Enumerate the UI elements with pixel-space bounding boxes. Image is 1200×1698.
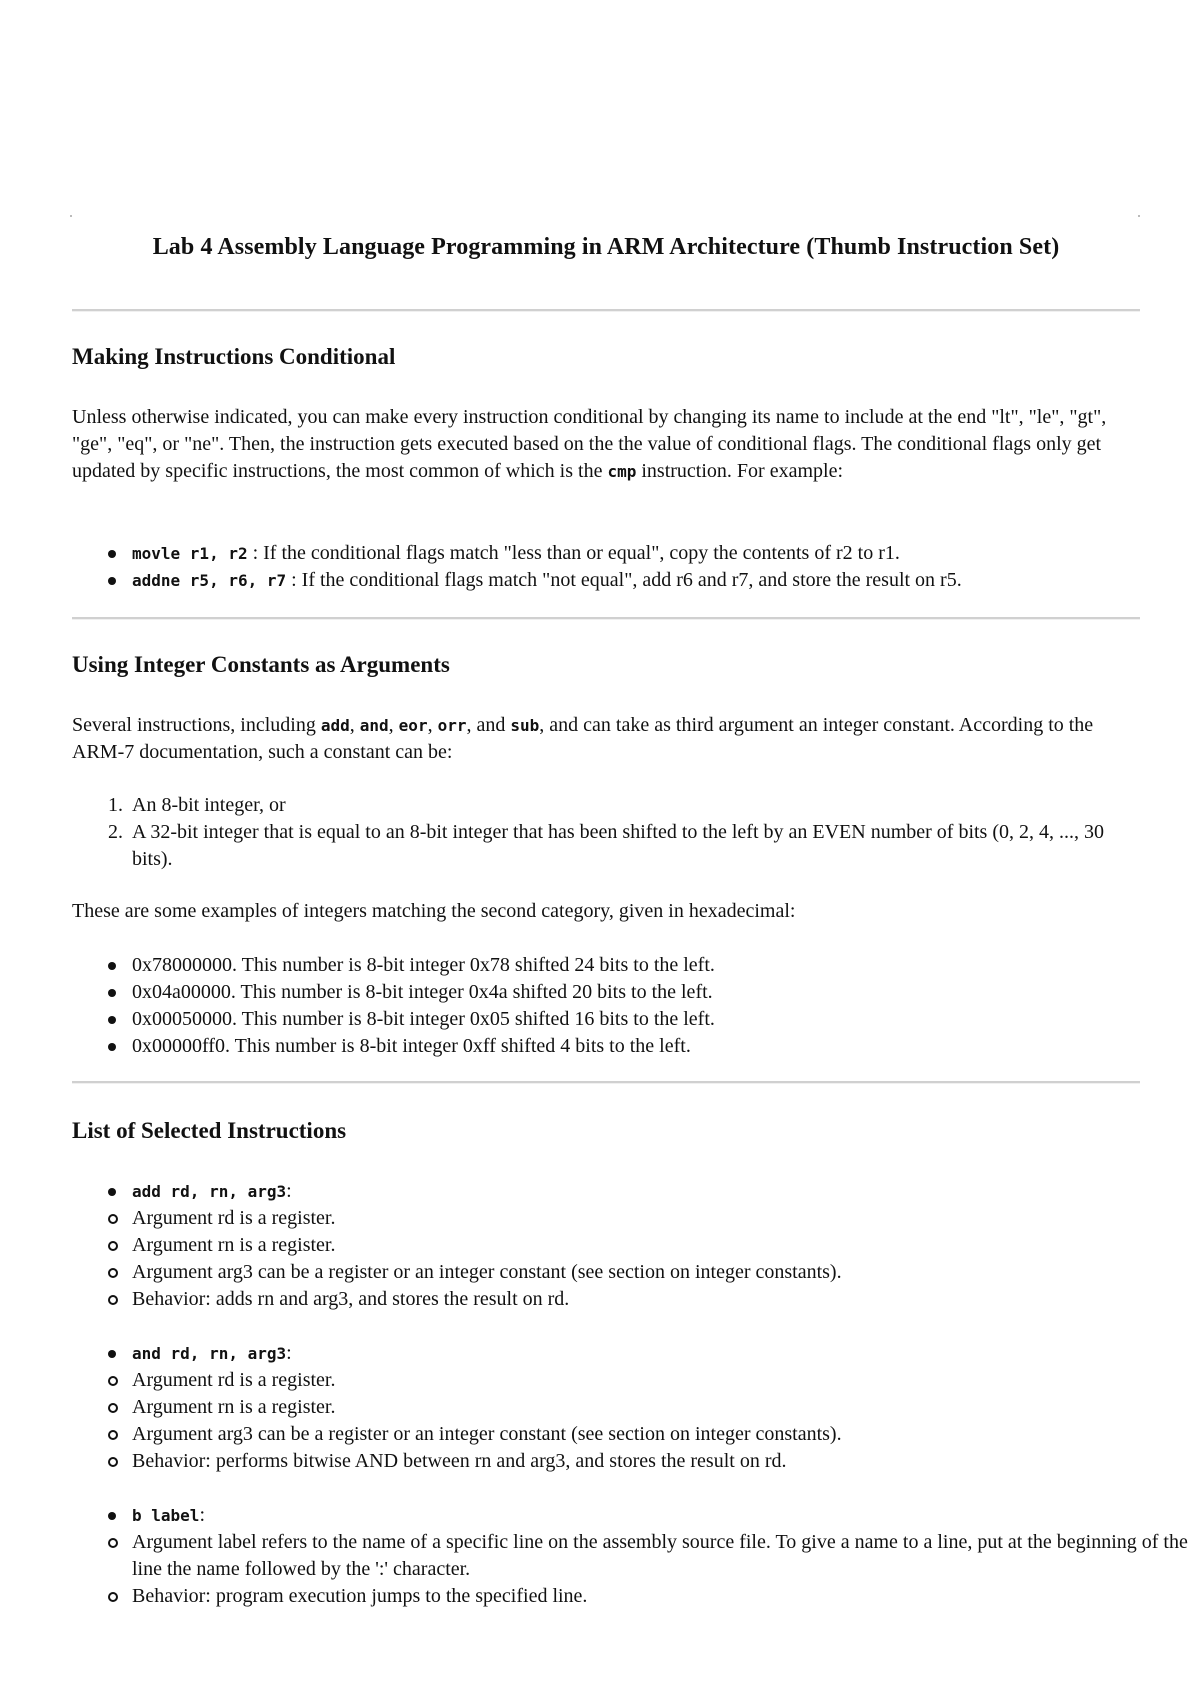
detail-item: Behavior: performs bitwise AND between rn and arg3, and stores the result on rd. <box>132 1448 1200 1475</box>
section-heading-constants: Using Integer Constants as Arguments <box>72 652 450 677</box>
option-text: A 32-bit integer that is equal to an 8-bit integer that has been shifted to the left by an EVEN number of bits (0, 2, 4, ..., 30 bits). <box>132 821 1105 870</box>
list-item <box>72 540 1140 567</box>
cmp-code: cmp <box>607 462 637 481</box>
corner-mark-left <box>70 215 72 217</box>
separator: , <box>388 714 399 736</box>
sub-code: sub <box>510 716 540 735</box>
instruction-item-add <box>72 1178 1140 1313</box>
examples-intro: These are some examples of integers matching the second category, given in hexadecimal: <box>72 900 796 922</box>
example-text: : If the conditional flags match "less than or equal", copy the contents of r2 to r1. <box>247 542 900 564</box>
colon: : <box>199 1504 205 1526</box>
detail-item: Argument rd is a register. <box>132 1367 1200 1394</box>
detail-item: Behavior: adds rn and arg3, and stores the result on rd. <box>132 1286 1200 1313</box>
instruction-code: add rd, rn, arg3 <box>132 1182 287 1201</box>
instruction-item-b <box>72 1502 1188 1610</box>
conditional-paragraph <box>72 404 1140 485</box>
instructions-list <box>72 1178 1188 1637</box>
constants-intro <box>72 712 1140 766</box>
constants-intro-text-b: , and can take as third argument an integer constant. According to the ARM-7 documentation, such a constant can be: <box>72 714 1094 763</box>
divider <box>72 617 1140 620</box>
list-item <box>72 792 1140 819</box>
list-number: 1. <box>108 794 123 816</box>
conditional-paragraph-text-b: instruction. For example: <box>636 460 844 482</box>
page-title: Lab 4 Assembly Language Programming in ARM Architecture (Thumb Instruction Set) <box>152 234 1060 260</box>
list-number: 2. <box>108 821 123 843</box>
instruction-item-and <box>72 1340 1140 1475</box>
colon: : <box>286 1180 292 1202</box>
corner-mark-right <box>1138 215 1140 217</box>
section-heading-conditional: Making Instructions Conditional <box>72 344 396 369</box>
constant-options-list <box>72 792 1140 873</box>
example-text: : If the conditional flags match "not equal", add r6 and r7, and store the result on r5. <box>286 569 962 591</box>
instruction-details <box>132 1529 1200 1610</box>
instruction-details <box>132 1205 1200 1313</box>
conditional-paragraph-text-a: Unless otherwise indicated, you can make every instruction conditional by changing its name to include at the end "lt", "le", "gt", "ge", "eq", or "ne". Then, the instruction gets executed based on the the value of conditional flags. The conditional flags only get updated by specific instructions, the most common of which is the <box>72 406 1107 482</box>
orr-code: orr <box>437 716 467 735</box>
constants-intro-text-a: Several instructions, including <box>72 714 321 736</box>
separator: , <box>427 714 438 736</box>
instruction-details <box>132 1367 1200 1475</box>
separator: , and <box>466 714 511 736</box>
detail-item: Argument rd is a register. <box>132 1205 1200 1232</box>
and-code: and <box>359 716 389 735</box>
separator: , <box>349 714 360 736</box>
divider <box>72 1081 1140 1084</box>
detail-item: Argument rn is a register. <box>132 1394 1200 1421</box>
colon: : <box>286 1342 292 1364</box>
detail-item: Behavior: program execution jumps to the specified line. <box>132 1583 1200 1610</box>
list-item: 0x78000000. This number is 8-bit integer 0x78 shifted 24 bits to the left. <box>72 952 1140 979</box>
list-item: 0x04a00000. This number is 8-bit integer 0x4a shifted 20 bits to the left. <box>72 979 1140 1006</box>
detail-item: Argument label refers to the name of a specific line on the assembly source file. To give a name to a line, put at the beginning of the line the name followed by the ':' character. <box>132 1529 1200 1583</box>
detail-item: Argument arg3 can be a register or an integer constant (see section on integer constants). <box>132 1259 1200 1286</box>
divider <box>72 309 1140 312</box>
eor-code: eor <box>398 716 428 735</box>
hex-examples-list <box>72 952 1140 1060</box>
list-item <box>72 567 1140 594</box>
detail-item: Argument arg3 can be a register or an integer constant (see section on integer constants). <box>132 1421 1200 1448</box>
detail-item: Argument rn is a register. <box>132 1232 1200 1259</box>
example-code: addne r5, r6, r7 <box>132 571 287 590</box>
conditional-examples-list <box>72 540 1140 594</box>
instruction-code: b label <box>132 1506 200 1525</box>
list-item <box>72 819 1140 873</box>
option-text: An 8-bit integer, or <box>132 794 286 816</box>
list-item: 0x00050000. This number is 8-bit integer 0x05 shifted 16 bits to the left. <box>72 1006 1140 1033</box>
section-heading-instructions: List of Selected Instructions <box>72 1118 347 1143</box>
list-item: 0x00000ff0. This number is 8-bit integer 0xff shifted 4 bits to the left. <box>72 1033 1140 1060</box>
instruction-code: and rd, rn, arg3 <box>132 1344 287 1363</box>
example-code: movle r1, r2 <box>132 544 248 563</box>
add-code: add <box>320 716 350 735</box>
